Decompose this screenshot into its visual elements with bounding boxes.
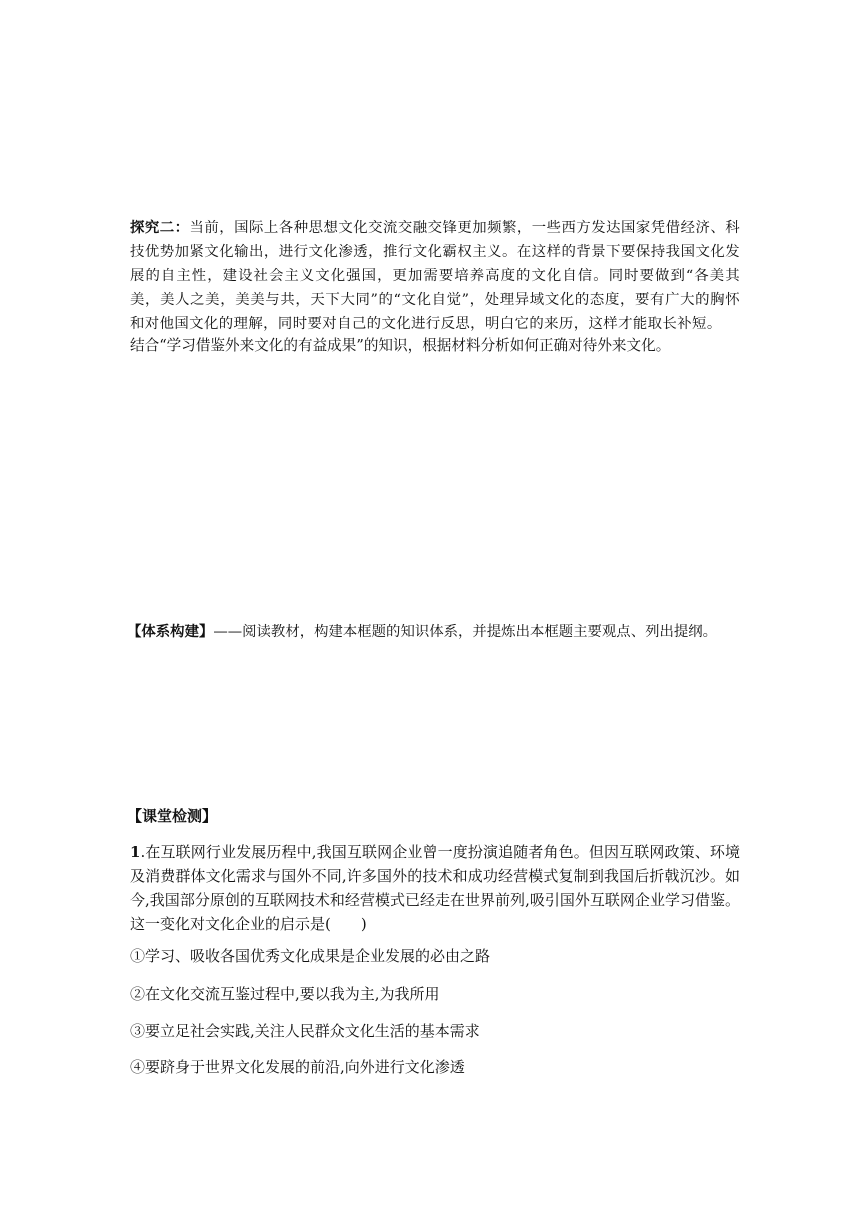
explore-two-paragraph — [130, 216, 740, 336]
system-build-heading: 【体系构建】 — [127, 623, 214, 640]
question-one-number: 1 — [130, 843, 141, 861]
question-one-stem: .在互联网行业发展历程中,我国互联网企业曾一度扮演追随者角色。但因互联网政策、环境及消费群体文化需求与国外不同,许多国外的技术和成功经营模式复制到我国后折戟沉沙。如今,我国部分原创的互联网技术和经营模式已经走在世界前列,吸引国外互联网企业学习借鉴。这一变化对文化企业的启示是( ) — [130, 843, 740, 933]
question-one — [130, 840, 740, 936]
question-one-option-4: ④要跻身于世界文化发展的前沿,向外进行文化渗透 — [130, 1058, 465, 1076]
explore-two-text: 当前，国际上各种思想文化交流交融交锋更加频繁，一些西方发达国家凭借经济、科技优势加紧文化输出，进行文化渗透，推行文化霸权主义。在这样的背景下要保持我国文化发展的自主性，建设社会主义文化强国，更加需要培养高度的文化自信。同时要做到“各美其美，美人之美，美美与共，天下大同”的“文化自觉”，处理异域文化的态度，要有广大的胸怀和对他国文化的理解，同时要对自己的文化进行反思，明白它的来历，这样才能取长补短。 — [130, 220, 740, 332]
question-one-option-2: ②在文化交流互鉴过程中,要以我为主,为我所用 — [130, 985, 440, 1003]
system-build-text: ——阅读教材，构建本框题的知识体系，并提炼出本框题主要观点、列出提纲。 — [213, 624, 718, 640]
explore-two-question: 结合“学习借鉴外来文化的有益成果”的知识，根据材料分析如何正确对待外来文化。 — [130, 337, 671, 354]
class-test-heading: 【课堂检测】 — [127, 807, 218, 825]
explore-two-label: 探究二： — [130, 219, 190, 236]
system-build-line — [127, 620, 767, 644]
question-one-option-3: ③要立足社会实践,关注人民群众文化生活的基本需求 — [130, 1022, 480, 1040]
question-one-option-1: ①学习、吸收各国优秀文化成果是企业发展的必由之路 — [130, 947, 491, 965]
